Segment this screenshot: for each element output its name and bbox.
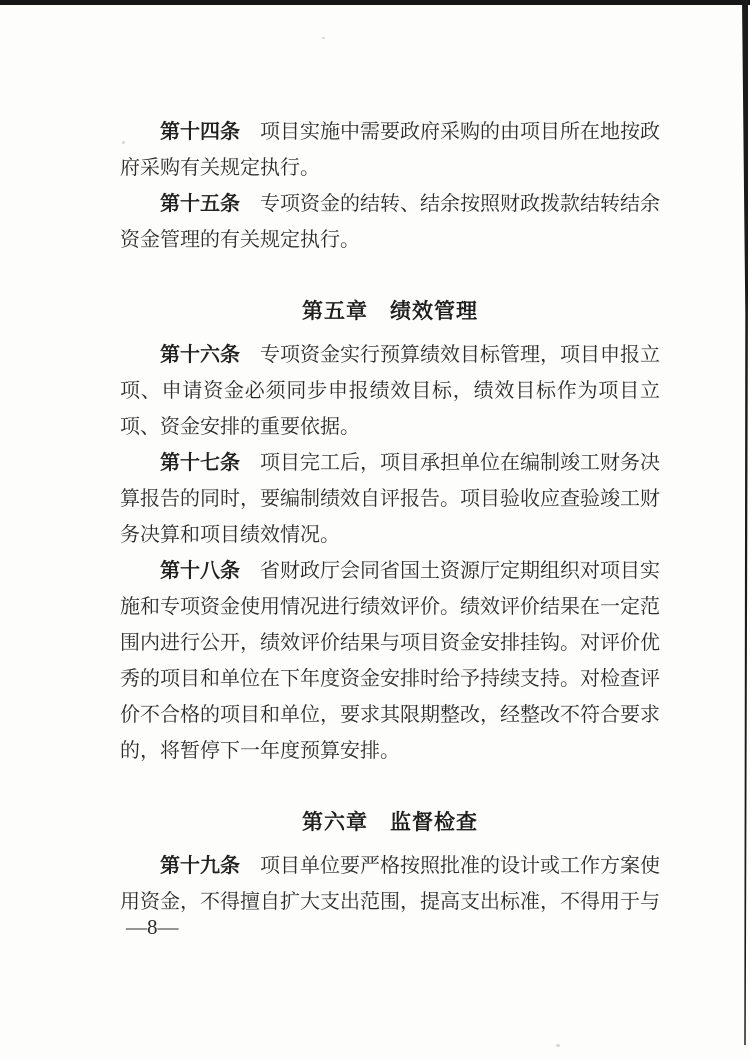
article-17-number: 第十七条 [160,452,240,474]
article-16-number: 第十六条 [160,344,240,366]
article-14-number: 第十四条 [160,121,240,143]
article-15-text: 专项资金的结转、结余按照财政拨款结转结余资金管理的有关规定执行。 [120,193,660,251]
article-14-paragraph [120,114,660,186]
article-19-paragraph [120,848,660,920]
page-number: —8— [126,915,179,939]
scan-edge-top [0,0,750,5]
chapter-6-heading: 第六章 监督检查 [302,811,478,834]
scan-edge-right [742,0,748,1045]
article-19-text: 项目单位要严格按照批准的设计或工作方案使用资金，不得擅自扩大支出范围，提高支出标准，不得用于与 [120,855,660,913]
article-15-number: 第十五条 [160,193,240,215]
article-18-number: 第十八条 [160,560,240,582]
article-14-text: 项目实施中需要政府采购的由项目所在地按政府采购有关规定执行。 [120,121,660,179]
document-text-block [120,114,660,920]
article-16-text: 专项资金实行预算绩效目标管理，项目申报立项、申请资金必须同步申报绩效目标，绩效目标作为项目立项、资金安排的重要依据。 [120,344,660,438]
article-15-paragraph [120,186,660,258]
article-17-text: 项目完工后，项目承担单位在编制竣工财务决算报告的同时，要编制绩效自评报告。项目验收应查验竣工财务决算和项目绩效情况。 [120,452,660,546]
article-18-paragraph [120,553,660,769]
scan-speck [556,1044,560,1047]
article-16-paragraph [120,337,660,445]
chapter-5-heading: 第五章 绩效管理 [302,300,478,323]
scan-speck [322,37,325,39]
article-19-number: 第十九条 [160,855,240,877]
article-17-paragraph [120,445,660,553]
article-18-text: 省财政厅会同省国土资源厅定期组织对项目实施和专项资金使用情况进行绩效评价。绩效评价结果在一定范围内进行公开，绩效评价结果与项目资金安排挂钩。对评价优秀的项目和单位在下年度资金安排时给予持续支持。对检查评价不合格的项目和单位，要求其限期整改，经整改不符合要求的，将暂停下一年度预算安排。 [120,560,660,762]
